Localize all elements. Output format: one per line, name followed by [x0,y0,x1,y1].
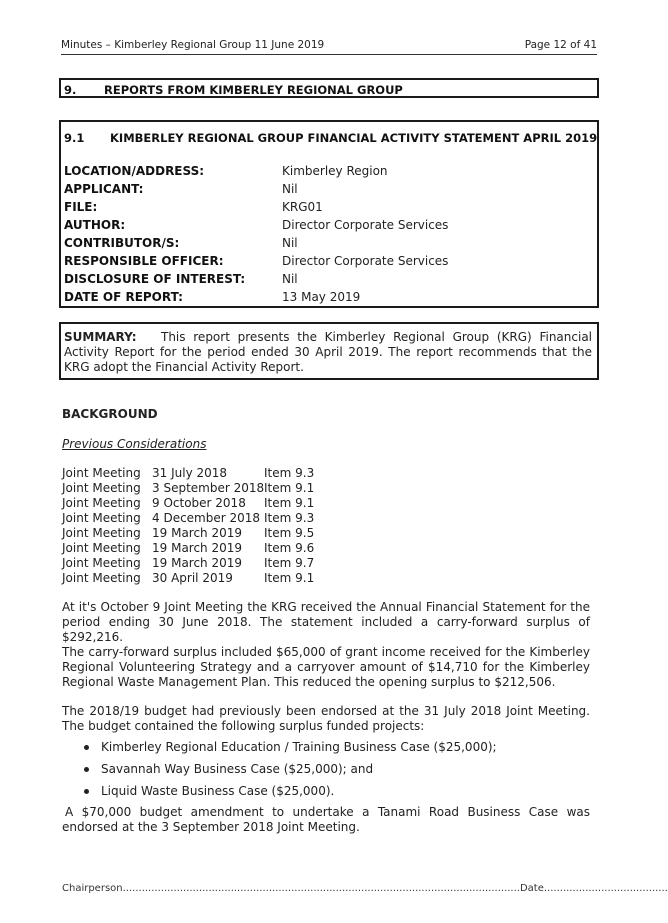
field-label: DATE OF REPORT: [64,290,183,304]
field-applicant [64,182,594,200]
meeting-type: Joint Meeting [62,511,141,525]
field-responsible-officer [64,254,594,272]
meeting-date: 9 October 2018 [152,496,246,510]
field-location [64,164,594,182]
meeting-item: Item 9.1 [264,481,315,495]
summary-box [59,322,599,380]
meeting-item: Item 9.1 [264,496,315,510]
meeting-date: 30 April 2019 [152,571,233,585]
meeting-type: Joint Meeting [62,496,141,510]
header-title: Minutes – Kimberley Regional Group 11 June 2019 [61,39,325,51]
meeting-item: Item 9.5 [264,526,315,540]
field-value: Director Corporate Services [282,218,449,232]
date-label: Date [519,883,544,894]
field-label: LOCATION/ADDRESS: [64,164,205,178]
page-header [61,38,597,55]
field-value: 13 May 2019 [282,290,361,304]
meeting-item: Item 9.6 [264,541,315,555]
meeting-date: 19 March 2019 [152,541,243,555]
background-heading: BACKGROUND [62,407,158,421]
field-date-of-report [64,290,594,308]
field-value: Nil [282,236,298,250]
meeting-type: Joint Meeting [62,481,141,495]
meeting-type: Joint Meeting [62,541,141,555]
meeting-date: 3 September 2018 [152,481,265,495]
paragraph-annual-statement: At it's October 9 Joint Meeting the KRG received the Annual Financial Statement for the period ending 30 June 2018. The statement included a carry-forward surplus of $292,216. [62,600,590,644]
bullet-text: Kimberley Regional Education / Training Business Case ($25,000); [101,740,497,754]
bullet-dot-icon [84,789,89,794]
meeting-date: 31 July 2018 [152,466,228,480]
summary-label: SUMMARY: [64,330,137,344]
field-label: CONTRIBUTOR/S: [64,236,180,250]
meeting-type: Joint Meeting [62,466,141,480]
section-title: REPORTS FROM KIMBERLEY REGIONAL GROUP [104,83,403,97]
paragraph-amendment: A $70,000 budget amendment to undertake a Tanami Road Business Case was endorsed at the 3 September 2018 Joint Meeting. [62,805,590,834]
field-value: Nil [282,182,298,196]
field-value: Director Corporate Services [282,254,449,268]
field-value: Nil [282,272,298,286]
field-contributors [64,236,594,254]
date-signature-line: ....................................... [543,883,668,894]
paragraph-carry-forward: The carry-forward surplus included $65,000 of grant income received for the Kimberley Regional Volunteering Strategy and a carryover amount of $14,710 for the Kimberley Regional Waste Management Plan. This reduced the opening surplus to $212,506. [62,645,590,689]
item-title: KIMBERLEY REGIONAL GROUP FINANCIAL ACTIVITY STATEMENT APRIL 2019 [110,131,598,145]
paragraph-budget: The 2018/19 budget had previously been endorsed at the 31 July 2018 Joint Meeting. The budget contained the following surplus funded projects: [62,704,590,733]
bullet-text: Savannah Way Business Case ($25,000); and [101,762,374,776]
chairperson-label: Chairperson [62,883,123,894]
previous-considerations-heading: Previous Considerations [62,437,207,451]
field-label: AUTHOR: [64,218,126,232]
meeting-item: Item 9.1 [264,571,315,585]
meeting-item: Item 9.7 [264,556,315,570]
bullet-text: Liquid Waste Business Case ($25,000). [101,784,335,798]
field-label: FILE: [64,200,98,214]
bullet-dot-icon [84,745,89,750]
summary-text: This report presents the Kimberley Regional Group (KRG) Financial Activity Report for the period ended 30 April 2019. The report recommends that the KRG adopt the Financial Activity Report. [64,330,592,374]
item-number: 9.1 [64,131,85,145]
page-footer [62,883,668,894]
meeting-date: 19 March 2019 [152,526,243,540]
field-value: Kimberley Region [282,164,388,178]
item-info-box [59,120,599,308]
bullet-dot-icon [84,767,89,772]
field-author [64,218,594,236]
meeting-item: Item 9.3 [264,511,315,525]
field-label: RESPONSIBLE OFFICER: [64,254,224,268]
meeting-type: Joint Meeting [62,571,141,585]
field-disclosure [64,272,594,290]
field-label: APPLICANT: [64,182,144,196]
page-number: Page 12 of 41 [524,39,597,51]
field-value: KRG01 [282,200,323,214]
section-heading-box [59,78,599,98]
field-label: DISCLOSURE OF INTEREST: [64,272,246,286]
meeting-type: Joint Meeting [62,526,141,540]
field-file [64,200,594,218]
section-number: 9. [64,83,77,97]
meeting-date: 19 March 2019 [152,556,243,570]
summary-paragraph [64,330,592,375]
meeting-item: Item 9.3 [264,466,315,480]
meeting-date: 4 December 2018 [152,511,261,525]
chairperson-signature-line: ............................................................................................................................. [122,883,520,894]
meeting-type: Joint Meeting [62,556,141,570]
